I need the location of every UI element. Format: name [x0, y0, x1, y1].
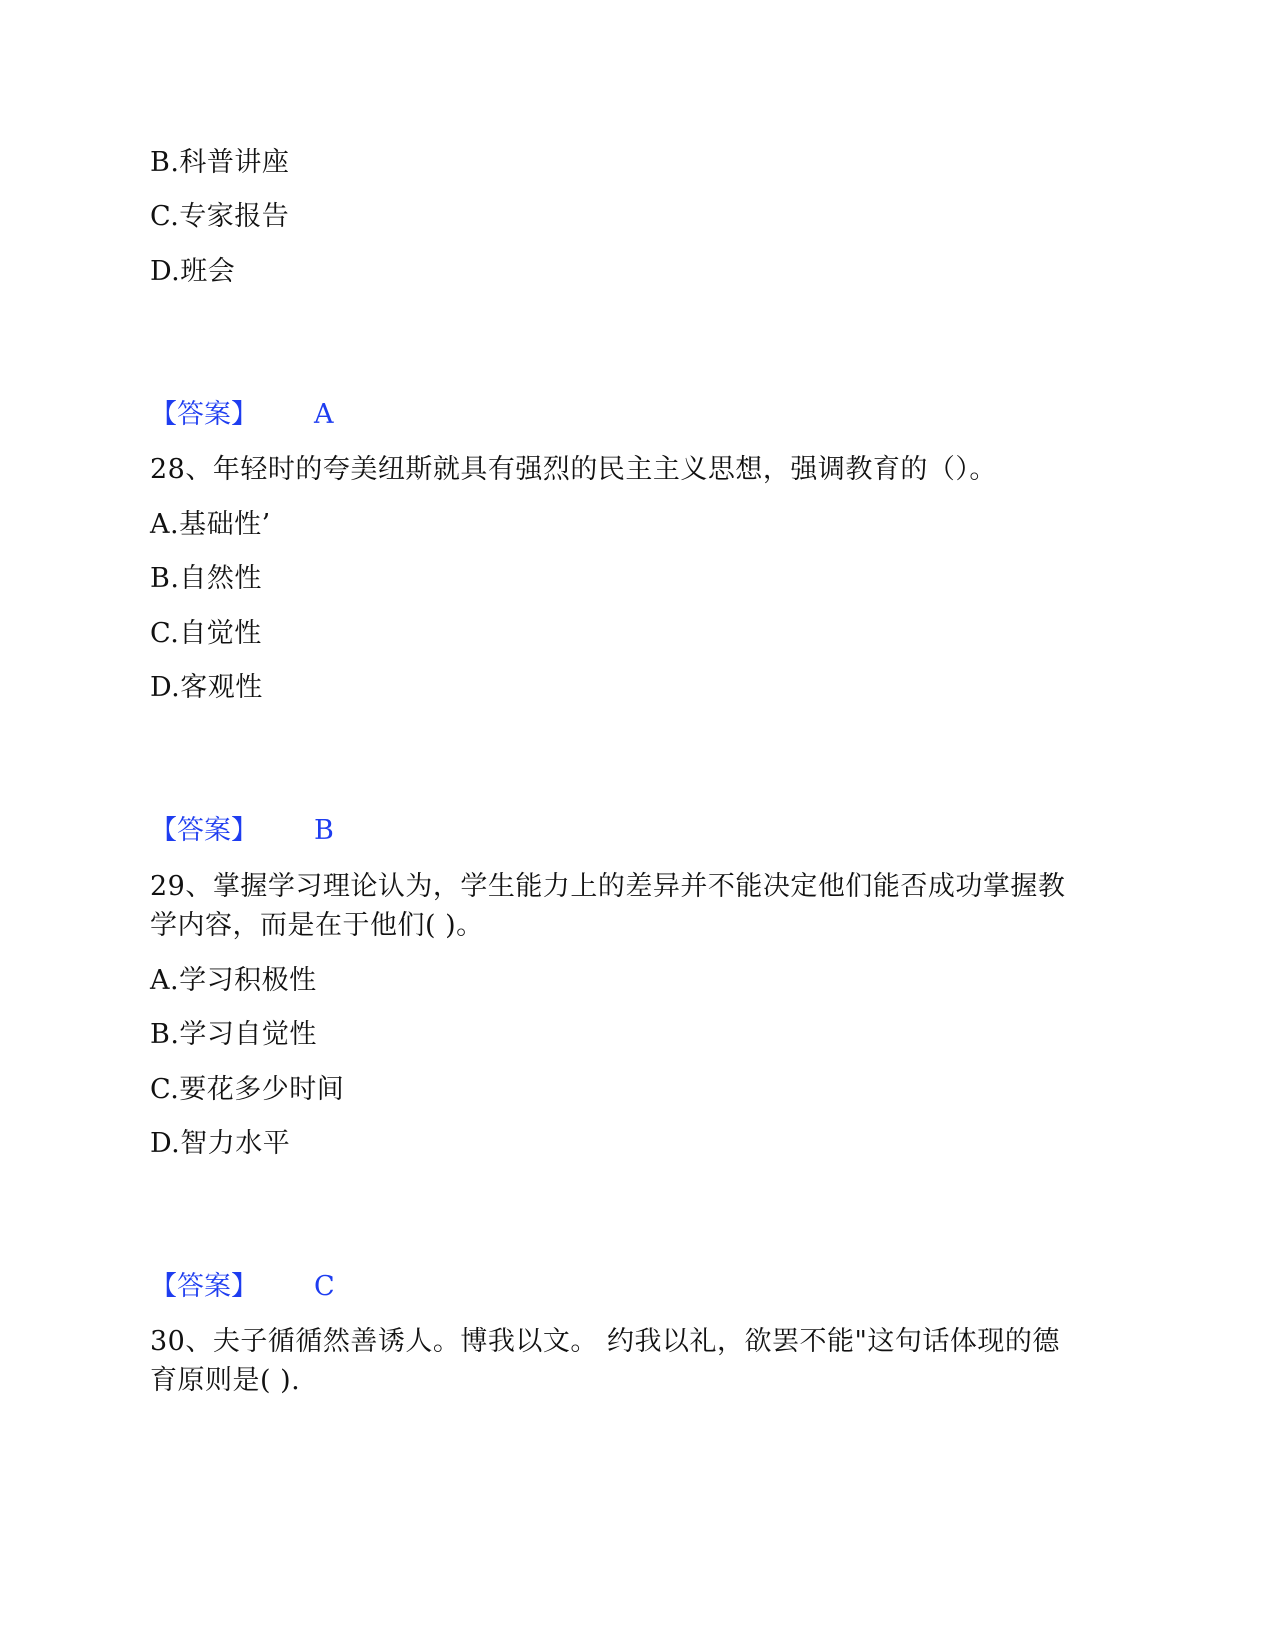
- q29-option-d: D.智力水平: [150, 1128, 291, 1159]
- q27-answer: [150, 397, 334, 433]
- answer-value: C: [314, 1271, 335, 1302]
- q29-stem-line2: 学内容，而是在于他们( )。: [150, 910, 484, 941]
- q28-option-c: C.自觉性: [150, 618, 262, 649]
- q30-stem-line1: 30、夫子循循然善诱人。博我以文。 约我以礼，欲罢不能"这句话体现的德: [150, 1326, 1060, 1357]
- q29-stem-line1: 29、掌握学习理论认为，学生能力上的差异并不能决定他们能否成功掌握教: [150, 871, 1066, 902]
- answer-value: B: [314, 815, 334, 846]
- answer-label: 【答案】: [150, 1271, 258, 1302]
- answer-value: A: [314, 399, 334, 430]
- answer-label: 【答案】: [150, 815, 258, 846]
- q28-answer: [150, 813, 334, 849]
- q28-option-b: B.自然性: [150, 563, 262, 594]
- q27-option-c: C.专家报告: [150, 201, 290, 232]
- q27-option-d: D.班会: [150, 256, 236, 287]
- q29-option-a: A.学习积极性: [150, 965, 317, 996]
- q29-answer: [150, 1269, 335, 1305]
- q28-option-d: D.客观性: [150, 672, 263, 703]
- answer-label: 【答案】: [150, 399, 258, 430]
- q30-stem-line2: 育原则是( ).: [150, 1365, 301, 1396]
- q29-option-c: C.要花多少时间: [150, 1074, 345, 1105]
- q29-option-b: B.学习自觉性: [150, 1019, 317, 1050]
- q28-option-a: A.基础性’: [150, 509, 271, 540]
- q28-stem: 28、年轻时的夸美纽斯就具有强烈的民主主义思想，强调教育的（）。: [150, 454, 997, 485]
- q27-option-b: B.科普讲座: [150, 147, 290, 178]
